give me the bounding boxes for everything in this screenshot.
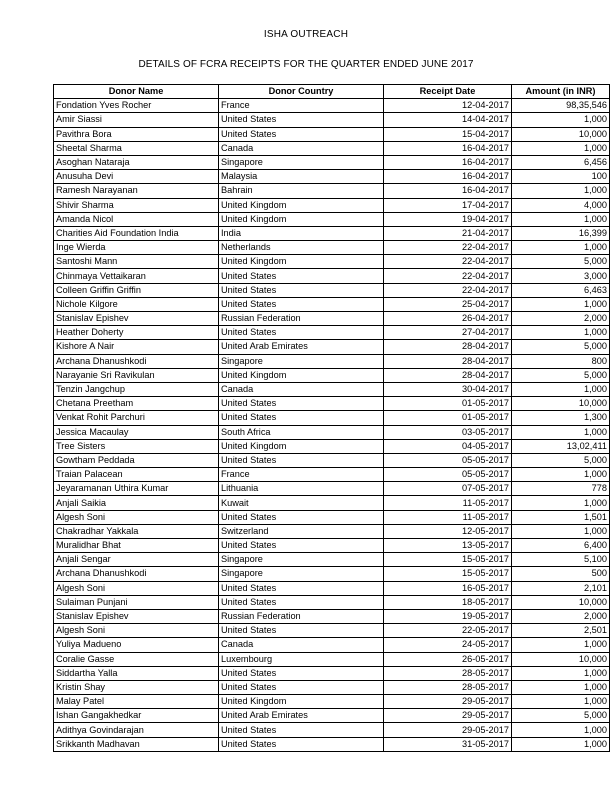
table-row [54, 595, 610, 609]
donor-country-cell: United Kingdom [219, 255, 384, 269]
amount-cell: 5,000 [512, 368, 610, 382]
donor-name-cell: Siddartha Yalla [54, 666, 219, 680]
donor-country-cell: United States [219, 581, 384, 595]
amount-cell: 1,000 [512, 695, 610, 709]
donor-name-cell: Narayanie Sri Ravikulan [54, 368, 219, 382]
amount-cell: 2,000 [512, 312, 610, 326]
receipt-date-cell: 05-05-2017 [384, 453, 512, 467]
donor-name-cell: Shivir Sharma [54, 198, 219, 212]
table-row [54, 184, 610, 198]
receipt-date-cell: 28-04-2017 [384, 340, 512, 354]
amount-cell: 1,000 [512, 468, 610, 482]
amount-cell: 2,000 [512, 609, 610, 623]
amount-cell: 10,000 [512, 397, 610, 411]
donor-country-cell: United States [219, 411, 384, 425]
donor-country-cell: United States [219, 283, 384, 297]
table-row [54, 297, 610, 311]
amount-cell: 10,000 [512, 595, 610, 609]
amount-cell: 1,300 [512, 411, 610, 425]
receipt-date-cell: 12-04-2017 [384, 99, 512, 113]
table-row [54, 638, 610, 652]
receipt-date-cell: 22-04-2017 [384, 255, 512, 269]
receipt-date-cell: 16-04-2017 [384, 141, 512, 155]
donor-country-cell: Singapore [219, 553, 384, 567]
table-row [54, 368, 610, 382]
donor-country-cell: Singapore [219, 155, 384, 169]
table-row [54, 453, 610, 467]
donor-name-cell: Chakradhar Yakkala [54, 524, 219, 538]
amount-cell: 10,000 [512, 127, 610, 141]
donor-name-cell: Kristin Shay [54, 680, 219, 694]
receipt-date-cell: 22-04-2017 [384, 283, 512, 297]
receipt-date-cell: 28-05-2017 [384, 666, 512, 680]
table-row [54, 553, 610, 567]
amount-cell: 6,456 [512, 155, 610, 169]
receipt-date-cell: 11-05-2017 [384, 510, 512, 524]
donor-name-cell: Chinmaya Vettaikaran [54, 269, 219, 283]
receipt-date-cell: 15-05-2017 [384, 553, 512, 567]
amount-cell: 778 [512, 482, 610, 496]
receipt-date-cell: 15-04-2017 [384, 127, 512, 141]
table-row [54, 524, 610, 538]
donor-name-cell: Anusuha Devi [54, 170, 219, 184]
donor-country-cell: Singapore [219, 354, 384, 368]
receipt-date-cell: 16-04-2017 [384, 155, 512, 169]
table-row [54, 340, 610, 354]
table-row [54, 226, 610, 240]
donor-name-cell: Archana Dhanushkodi [54, 567, 219, 581]
table-row [54, 312, 610, 326]
donor-country-cell: United Kingdom [219, 439, 384, 453]
table-row [54, 652, 610, 666]
donor-country-cell: United States [219, 595, 384, 609]
amount-cell: 1,000 [512, 723, 610, 737]
donor-name-cell: Charities Aid Foundation India [54, 226, 219, 240]
donor-name-cell: Gowtham Peddada [54, 453, 219, 467]
donor-country-cell: United States [219, 539, 384, 553]
table-row [54, 212, 610, 226]
amount-cell: 5,100 [512, 553, 610, 567]
amount-cell: 1,000 [512, 496, 610, 510]
amount-cell: 1,000 [512, 212, 610, 226]
amount-cell: 5,000 [512, 453, 610, 467]
organization-title: ISHA OUTREACH [263, 29, 349, 40]
receipt-date-cell: 28-04-2017 [384, 354, 512, 368]
table-row [54, 468, 610, 482]
donor-country-cell: Singapore [219, 567, 384, 581]
receipt-date-cell: 26-04-2017 [384, 312, 512, 326]
amount-cell: 1,000 [512, 666, 610, 680]
donor-country-cell: Russian Federation [219, 312, 384, 326]
donor-country-cell: South Africa [219, 425, 384, 439]
receipt-date-cell: 07-05-2017 [384, 482, 512, 496]
donor-country-cell: Luxembourg [219, 652, 384, 666]
donor-country-cell: United States [219, 624, 384, 638]
amount-cell: 1,000 [512, 241, 610, 255]
table-row [54, 609, 610, 623]
column-header-donor-name: Donor Name [54, 85, 219, 99]
donor-name-cell: Jessica Macaulay [54, 425, 219, 439]
table-row [54, 155, 610, 169]
donor-country-cell: Canada [219, 382, 384, 396]
receipt-date-cell: 17-04-2017 [384, 198, 512, 212]
table-row [54, 695, 610, 709]
donor-country-cell: United States [219, 127, 384, 141]
receipt-date-cell: 22-04-2017 [384, 269, 512, 283]
table-body [54, 99, 610, 752]
donor-name-cell: Ishan Gangakhedkar [54, 709, 219, 723]
table-row [54, 326, 610, 340]
table-row [54, 99, 610, 113]
donor-name-cell: Ramesh Narayanan [54, 184, 219, 198]
donor-country-cell: United States [219, 326, 384, 340]
donor-country-cell: India [219, 226, 384, 240]
donor-country-cell: Kuwait [219, 496, 384, 510]
receipt-date-cell: 13-05-2017 [384, 539, 512, 553]
amount-cell: 1,000 [512, 113, 610, 127]
receipt-date-cell: 19-05-2017 [384, 609, 512, 623]
donor-name-cell: Srikkanth Madhavan [54, 737, 219, 751]
amount-cell: 1,000 [512, 326, 610, 340]
amount-cell: 1,501 [512, 510, 610, 524]
receipt-date-cell: 16-04-2017 [384, 184, 512, 198]
table-row [54, 723, 610, 737]
receipt-date-cell: 01-05-2017 [384, 411, 512, 425]
donor-country-cell: United Kingdom [219, 212, 384, 226]
receipt-date-cell: 12-05-2017 [384, 524, 512, 538]
receipt-date-cell: 22-05-2017 [384, 624, 512, 638]
donor-name-cell: Jeyaramanan Uthira Kumar [54, 482, 219, 496]
donor-name-cell: Amir Siassi [54, 113, 219, 127]
donor-country-cell: United Arab Emirates [219, 709, 384, 723]
donor-name-cell: Stanislav Epishev [54, 312, 219, 326]
amount-cell: 500 [512, 567, 610, 581]
donor-country-cell: United States [219, 680, 384, 694]
table-row [54, 510, 610, 524]
table-row [54, 354, 610, 368]
table-row [54, 567, 610, 581]
table-row [54, 127, 610, 141]
table-row [54, 666, 610, 680]
receipt-date-cell: 31-05-2017 [384, 737, 512, 751]
receipt-date-cell: 11-05-2017 [384, 496, 512, 510]
donor-name-cell: Yuliya Madueno [54, 638, 219, 652]
receipt-date-cell: 18-05-2017 [384, 595, 512, 609]
amount-cell: 1,000 [512, 737, 610, 751]
receipt-date-cell: 15-05-2017 [384, 567, 512, 581]
receipt-date-cell: 16-05-2017 [384, 581, 512, 595]
donor-name-cell: Algesh Soni [54, 510, 219, 524]
receipt-date-cell: 03-05-2017 [384, 425, 512, 439]
table-row [54, 737, 610, 751]
donor-name-cell: Santoshi Mann [54, 255, 219, 269]
donor-name-cell: Inge Wierda [54, 241, 219, 255]
receipt-date-cell: 25-04-2017 [384, 297, 512, 311]
amount-cell: 5,000 [512, 340, 610, 354]
donor-name-cell: Stanislav Epishev [54, 609, 219, 623]
donor-country-cell: United States [219, 453, 384, 467]
receipt-date-cell: 28-05-2017 [384, 680, 512, 694]
table-row [54, 539, 610, 553]
receipt-date-cell: 01-05-2017 [384, 397, 512, 411]
amount-cell: 16,399 [512, 226, 610, 240]
amount-cell: 13,02,411 [512, 439, 610, 453]
donor-name-cell: Tree Sisters [54, 439, 219, 453]
amount-cell: 1,000 [512, 382, 610, 396]
donor-country-cell: Netherlands [219, 241, 384, 255]
receipt-date-cell: 28-04-2017 [384, 368, 512, 382]
table-row [54, 411, 610, 425]
receipt-date-cell: 04-05-2017 [384, 439, 512, 453]
receipt-date-cell: 27-04-2017 [384, 326, 512, 340]
donor-name-cell: Colleen Griffin Griffin [54, 283, 219, 297]
amount-cell: 800 [512, 354, 610, 368]
donor-name-cell: Malay Patel [54, 695, 219, 709]
receipt-date-cell: 22-04-2017 [384, 241, 512, 255]
table-row [54, 283, 610, 297]
donor-country-cell: Canada [219, 141, 384, 155]
column-header-donor-country: Donor Country [219, 85, 384, 99]
amount-cell: 100 [512, 170, 610, 184]
receipt-date-cell: 21-04-2017 [384, 226, 512, 240]
donor-name-cell: Muralidhar Bhat [54, 539, 219, 553]
amount-cell: 5,000 [512, 709, 610, 723]
donor-country-cell: Switzerland [219, 524, 384, 538]
table-row [54, 170, 610, 184]
donor-country-cell: France [219, 468, 384, 482]
donor-country-cell: United Arab Emirates [219, 340, 384, 354]
receipt-date-cell: 19-04-2017 [384, 212, 512, 226]
donor-name-cell: Anjali Saikia [54, 496, 219, 510]
document-title: DETAILS OF FCRA RECEIPTS FOR THE QUARTER ENDED JUNE 2017 [138, 59, 474, 70]
donor-name-cell: Fondation Yves Rocher [54, 99, 219, 113]
amount-cell: 1,000 [512, 680, 610, 694]
table-row [54, 581, 610, 595]
amount-cell: 1,000 [512, 425, 610, 439]
receipt-date-cell: 26-05-2017 [384, 652, 512, 666]
receipt-date-cell: 29-05-2017 [384, 709, 512, 723]
table-row [54, 680, 610, 694]
table-row [54, 241, 610, 255]
donor-name-cell: Chetana Preetham [54, 397, 219, 411]
table-row [54, 255, 610, 269]
table-row [54, 482, 610, 496]
table-row [54, 269, 610, 283]
table-row [54, 141, 610, 155]
amount-cell: 6,463 [512, 283, 610, 297]
amount-cell: 2,101 [512, 581, 610, 595]
amount-cell: 4,000 [512, 198, 610, 212]
table-row [54, 624, 610, 638]
donor-name-cell: Kishore A Nair [54, 340, 219, 354]
column-header-amount: Amount (in INR) [512, 85, 610, 99]
amount-cell: 6,400 [512, 539, 610, 553]
donor-country-cell: United Kingdom [219, 695, 384, 709]
receipt-date-cell: 14-04-2017 [384, 113, 512, 127]
donor-country-cell: France [219, 99, 384, 113]
donor-country-cell: United States [219, 723, 384, 737]
donor-country-cell: Malaysia [219, 170, 384, 184]
donor-name-cell: Algesh Soni [54, 624, 219, 638]
donor-name-cell: Adithya Govindarajan [54, 723, 219, 737]
receipt-date-cell: 05-05-2017 [384, 468, 512, 482]
donor-name-cell: Tenzin Jangchup [54, 382, 219, 396]
donor-country-cell: United States [219, 269, 384, 283]
donor-country-cell: United Kingdom [219, 198, 384, 212]
table-row [54, 709, 610, 723]
table-row [54, 425, 610, 439]
donor-country-cell: United States [219, 737, 384, 751]
table-row [54, 496, 610, 510]
donor-country-cell: United States [219, 297, 384, 311]
table-row [54, 113, 610, 127]
donor-name-cell: Coralie Gasse [54, 652, 219, 666]
donor-country-cell: United States [219, 510, 384, 524]
donor-name-cell: Sheetal Sharma [54, 141, 219, 155]
amount-cell: 5,000 [512, 255, 610, 269]
receipt-date-cell: 24-05-2017 [384, 638, 512, 652]
fcra-receipts-table [53, 84, 610, 752]
donor-name-cell: Sulaiman Punjani [54, 595, 219, 609]
table-row [54, 439, 610, 453]
amount-cell: 1,000 [512, 141, 610, 155]
donor-name-cell: Traian Palacean [54, 468, 219, 482]
donor-country-cell: Canada [219, 638, 384, 652]
donor-country-cell: Russian Federation [219, 609, 384, 623]
donor-name-cell: Pavithra Bora [54, 127, 219, 141]
amount-cell: 1,000 [512, 297, 610, 311]
donor-name-cell: Heather Doherty [54, 326, 219, 340]
amount-cell: 98,35,546 [512, 99, 610, 113]
table-row [54, 397, 610, 411]
amount-cell: 10,000 [512, 652, 610, 666]
donor-country-cell: United States [219, 397, 384, 411]
donor-country-cell: United States [219, 113, 384, 127]
amount-cell: 1,000 [512, 524, 610, 538]
table-row [54, 198, 610, 212]
donor-name-cell: Nichole Kilgore [54, 297, 219, 311]
amount-cell: 3,000 [512, 269, 610, 283]
donor-country-cell: Bahrain [219, 184, 384, 198]
receipt-date-cell: 30-04-2017 [384, 382, 512, 396]
donor-country-cell: Lithuania [219, 482, 384, 496]
receipt-date-cell: 29-05-2017 [384, 723, 512, 737]
amount-cell: 1,000 [512, 638, 610, 652]
donor-country-cell: United Kingdom [219, 368, 384, 382]
donor-name-cell: Algesh Soni [54, 581, 219, 595]
donor-name-cell: Archana Dhanushkodi [54, 354, 219, 368]
table-header-row [54, 85, 610, 99]
receipt-date-cell: 16-04-2017 [384, 170, 512, 184]
donor-name-cell: Asoghan Nataraja [54, 155, 219, 169]
column-header-receipt-date: Receipt Date [384, 85, 512, 99]
donor-name-cell: Anjali Sengar [54, 553, 219, 567]
table-row [54, 382, 610, 396]
donor-country-cell: United States [219, 666, 384, 680]
amount-cell: 1,000 [512, 184, 610, 198]
donor-name-cell: Venkat Rohit Parchuri [54, 411, 219, 425]
receipt-date-cell: 29-05-2017 [384, 695, 512, 709]
donor-name-cell: Amanda Nicol [54, 212, 219, 226]
amount-cell: 2,501 [512, 624, 610, 638]
